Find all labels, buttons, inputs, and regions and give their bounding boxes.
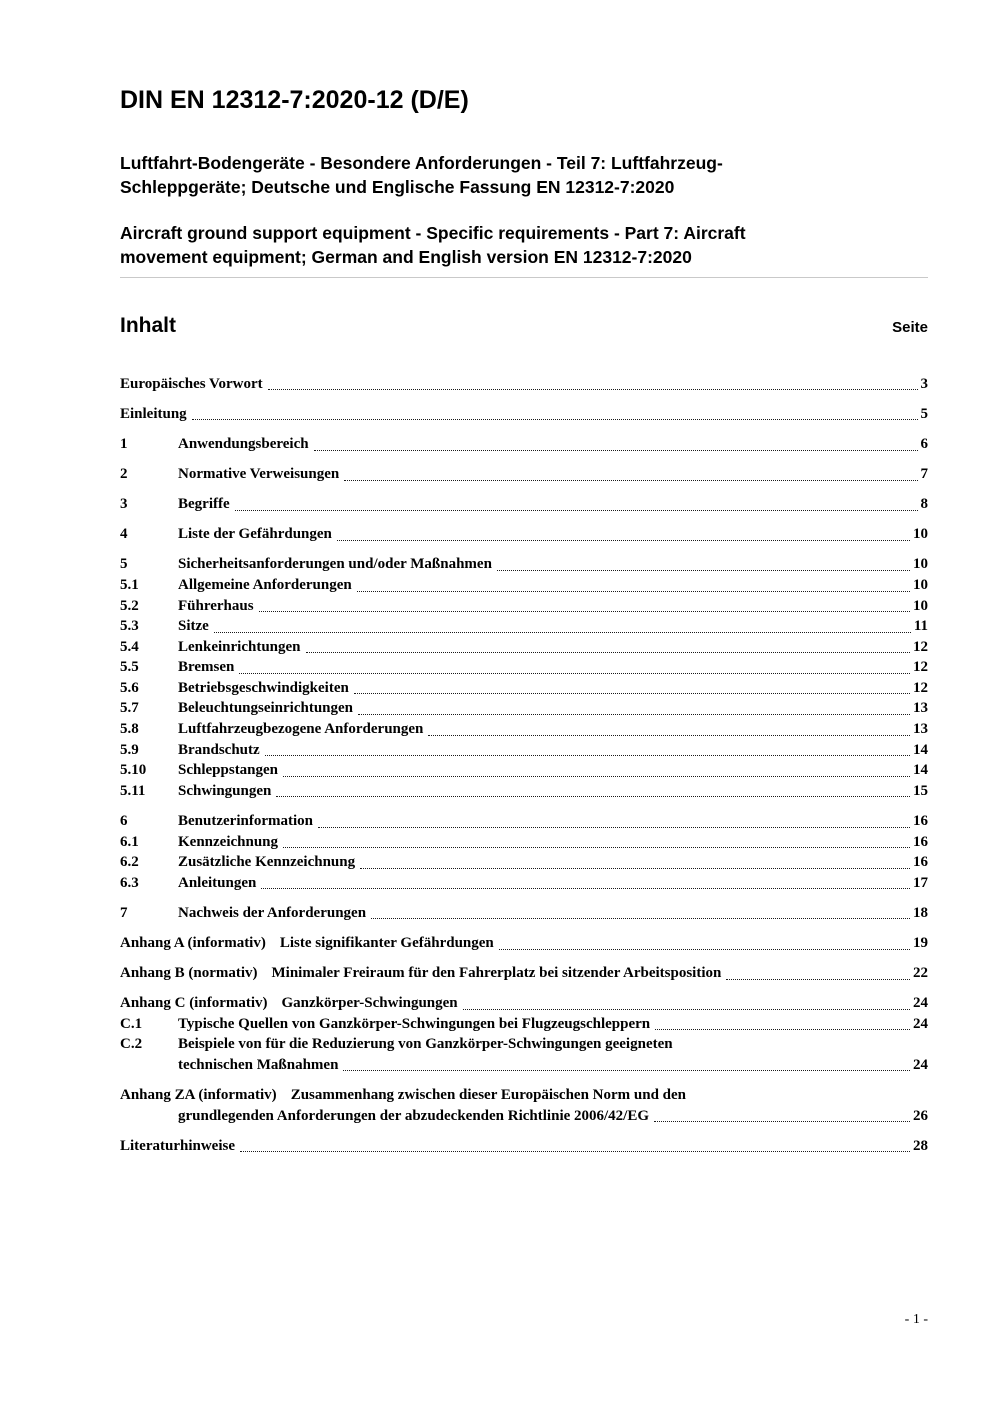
toc-entry-label: Lenkeinrichtungen [178,638,301,655]
toc-entry [120,993,928,1014]
toc-entry [120,873,928,894]
toc-entry-label: Beispiele von für die Reduzierung von Ganzkörper-Schwingungen geeigneten [178,1036,673,1053]
toc-entry-label: Zusammenhang zwischen dieser Europäischen Norm und den [290,1086,687,1103]
dot-leader [497,570,910,571]
toc-entry-page: 10 [913,526,928,543]
toc-entry-label: Schwingungen [178,782,272,799]
toc-entry-page: 16 [913,833,928,850]
toc-entry-page: 19 [913,934,928,951]
toc-entry [120,374,928,395]
toc-entry-label: Liste der Gefährdungen [178,526,332,543]
toc-entry [120,781,928,802]
toc-entry-label: Allgemeine Anforderungen [178,576,352,593]
toc-entry [120,740,928,761]
toc-entry [120,811,928,832]
dot-leader [726,979,910,980]
toc-entry-page: 10 [913,576,928,593]
dot-leader [360,868,910,869]
toc-entry [120,1136,928,1157]
toc-entry-label: Literaturhinweise [120,1137,235,1154]
dot-leader [283,847,910,848]
toc-entry-label: Anwendungsbereich [178,435,309,452]
toc-entry-label: Benutzerinformation [178,812,313,829]
toc-entry [120,903,928,924]
toc-entry-number: 5.5 [120,659,139,676]
toc-entry-continuation [120,1055,928,1076]
toc-entry-page: 7 [920,466,928,483]
dot-leader [371,918,910,919]
toc-entry-number: 2 [120,466,128,483]
doc-title-german [120,151,928,199]
toc-entry-label: Kennzeichnung [178,833,279,850]
page-number-footer: - 1 - [904,1312,928,1327]
toc-entry-number: 4 [120,526,128,543]
page-column-label: Seite [892,318,928,336]
toc-entry-number: 5.1 [120,576,139,593]
toc-entry-number: 5.8 [120,721,139,738]
toc-entry-page: 24 [913,1015,928,1032]
toc-entry-page: 15 [913,782,928,799]
doc-title-german-line2: Schleppgeräte; Deutsche und Englische Fassung EN 12312-7:2020 [120,176,675,197]
toc-entry-page: 6 [920,435,928,452]
toc-entry [120,852,928,873]
toc-heading: Inhalt [120,313,176,337]
toc-entry-number: Anhang ZA (informativ) [120,1086,277,1103]
toc-entry-number: 1 [120,435,128,452]
toc-entry-label: Führerhaus [178,597,254,614]
dot-leader [354,693,910,694]
toc-entry [120,1014,928,1035]
toc-entry [120,1034,928,1055]
toc-entry-label: Anleitungen [178,874,257,891]
toc-entry-label: Begriffe [178,496,230,513]
dot-leader [654,1121,910,1122]
dot-leader [314,450,918,451]
toc-entry-page: 10 [913,597,928,614]
toc-entry-number: 6.3 [120,874,139,891]
toc-entry-label: Betriebsgeschwindigkeiten [178,679,349,696]
toc-entry-page: 5 [920,405,928,422]
toc-entry-page: 24 [913,995,928,1012]
doc-title-english-line2: movement equipment; German and English version EN 12312-7:2020 [120,246,692,267]
toc-entry-number: 5.3 [120,618,139,635]
dot-leader [343,1070,910,1071]
toc-entry-label: Beleuchtungseinrichtungen [178,700,354,717]
toc-entry [120,719,928,740]
toc-entry-label: Brandschutz [178,741,260,758]
toc-entry-page: 28 [913,1137,928,1154]
toc-entry-number: 6.1 [120,833,139,850]
toc-entry [120,1085,928,1106]
dot-leader [428,735,910,736]
dot-leader [463,1009,910,1010]
toc-entry-page: 13 [913,721,928,738]
toc-entry-page: 8 [920,496,928,513]
toc-entry [120,434,928,455]
toc-entry-label: Zusätzliche Kennzeichnung [178,854,356,871]
dot-leader [358,714,910,715]
toc-entry-page: 12 [913,659,928,676]
toc-entry-number: 5.9 [120,741,139,758]
toc-entry-number: Anhang A (informativ) [120,934,266,951]
dot-leader [240,1151,910,1152]
toc-entry-page: 26 [913,1107,928,1124]
toc-entry-label: Nachweis der Anforderungen [178,904,367,921]
toc-entry-label: technischen Maßnahmen [178,1056,339,1073]
dot-leader [261,888,910,889]
toc-entry [120,657,928,678]
toc-entry [120,554,928,575]
dot-leader [192,419,918,420]
dot-leader [655,1029,910,1030]
toc-entry-number: Anhang B (normativ) [120,965,258,981]
toc-entry-page: 18 [913,904,928,921]
toc-entry-page: 22 [913,965,928,981]
toc-entry [120,832,928,853]
toc-entry [120,524,928,545]
toc-entry-number: Anhang C (informativ) [120,995,268,1012]
toc-header [120,314,928,338]
dot-leader [306,652,910,653]
toc-entry [120,404,928,425]
doc-code: DIN EN 12312-7:2020-12 (D/E) [120,86,469,114]
toc-entry-number: C.1 [120,1015,143,1032]
toc-entry-number: 7 [120,904,128,921]
toc-entry-page: 14 [913,741,928,758]
toc-entry-number: 5.4 [120,638,139,655]
dot-leader [357,591,910,592]
dot-leader [318,827,910,828]
toc-entry-label: Bremsen [178,659,235,676]
toc-entry-page: 3 [920,375,928,392]
toc-entry-label: Ganzkörper-Schwingungen [281,995,458,1012]
dot-leader [259,611,910,612]
dot-leader [239,673,910,674]
toc-entry-number: 5.6 [120,679,139,696]
toc-entry [120,464,928,485]
dot-leader [337,540,910,541]
toc-entry [120,760,928,781]
dot-leader [344,480,917,481]
toc-entry-label: Liste signifikanter Gefährdungen [279,934,494,951]
toc-entry-label: Europäisches Vorwort [120,375,263,392]
toc-entry-page: 13 [913,700,928,717]
toc [120,374,928,1157]
toc-entry-label: Einleitung [120,405,187,422]
toc-entry-number: 5.2 [120,597,139,614]
toc-entry [120,575,928,596]
toc-entry-label: Sicherheitsanforderungen und/oder Maßnahmen [178,556,492,573]
dot-leader [268,389,918,390]
doc-title-english-line1: Aircraft ground support equipment - Specific requirements - Part 7: Aircraft [120,222,746,243]
toc-entry-number: 3 [120,496,128,513]
toc-entry-label: grundlegenden Anforderungen der abzudeckenden Richtlinie 2006/42/EG [178,1107,650,1124]
toc-entry-label: Sitze [178,618,209,635]
toc-entry [120,963,928,984]
toc-entry-page: 12 [913,679,928,696]
toc-entry [120,596,928,617]
toc-entry-page: 12 [913,638,928,655]
toc-entry-number: C.2 [120,1036,143,1053]
toc-entry [120,678,928,699]
toc-entry-page: 16 [913,854,928,871]
doc-title-english [120,221,928,278]
dot-leader [235,510,918,511]
toc-entry-label: Luftfahrzeugbezogene Anforderungen [178,721,424,738]
toc-entry [120,494,928,515]
toc-entry-label: Minimaler Freiraum für den Fahrerplatz bei sitzender Arbeitsposition [271,965,722,981]
toc-entry-page: 17 [913,874,928,891]
dot-leader [283,776,910,777]
dot-leader [265,755,910,756]
toc-entry-page: 24 [913,1056,928,1073]
dot-leader [276,796,910,797]
toc-entry-label: Typische Quellen von Ganzkörper-Schwingungen bei Flugzeugschleppern [178,1015,651,1032]
toc-entry [120,616,928,637]
header-rule [120,277,928,278]
toc-entry [120,698,928,719]
toc-entry-number: 5.10 [120,762,147,779]
toc-entry-label: Schleppstangen [178,762,279,779]
toc-entry-label: Normative Verweisungen [178,466,340,483]
dot-leader [214,632,911,633]
toc-entry-number: 5 [120,556,128,573]
toc-entry-number: 5.7 [120,700,139,717]
doc-title-german-line1: Luftfahrt-Bodengeräte - Besondere Anforderungen - Teil 7: Luftfahrzeug- [120,152,723,173]
toc-entry [120,933,928,954]
toc-entry-page: 14 [913,762,928,779]
toc-entry-page: 16 [913,812,928,829]
toc-entry-page: 11 [913,618,928,635]
toc-entry-number: 6.2 [120,854,139,871]
toc-entry-number: 5.11 [120,782,146,799]
toc-entry-continuation [120,1106,928,1127]
dot-leader [499,949,910,950]
toc-entry [120,637,928,658]
toc-entry-page: 10 [913,556,928,573]
toc-entry-number: 6 [120,812,128,829]
